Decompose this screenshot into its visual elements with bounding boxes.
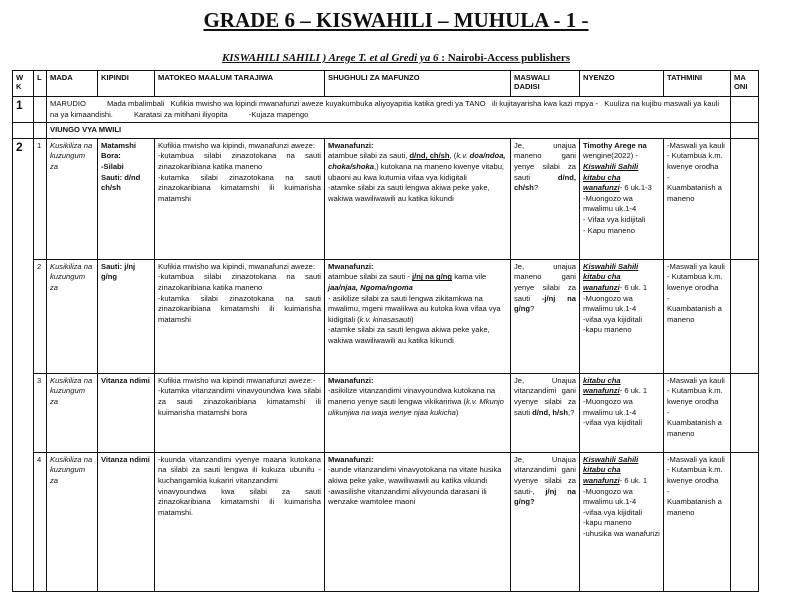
maswali-cell — [511, 373, 580, 452]
text-run: d/nd, h/sh — [532, 407, 569, 417]
tathmini-cell — [664, 373, 731, 452]
text-run: -Muongozo wa mwalimu uk.1-4 — [583, 193, 637, 214]
text-line — [667, 455, 727, 466]
text-line — [667, 272, 727, 293]
text-line — [328, 183, 507, 204]
text-line — [667, 376, 727, 387]
tathmini-cell — [664, 452, 731, 591]
maswali-cell — [511, 259, 580, 373]
shughuli-cell — [325, 138, 511, 259]
text-run: -Silabi — [101, 161, 124, 171]
text-line — [583, 215, 660, 226]
mada-cell — [47, 259, 98, 373]
text-line — [158, 151, 321, 172]
header-matokeo: MATOKEO MAALUM TARAJIWA — [155, 71, 325, 97]
text-line — [667, 173, 727, 184]
kipindi-cell — [98, 138, 155, 259]
text-run: -Maswali ya kauli — [667, 140, 725, 150]
text-run: - 6 uk. 1 — [619, 282, 648, 292]
text-line — [514, 376, 576, 418]
text-line — [158, 173, 321, 205]
text-line — [583, 418, 660, 429]
maoni-cell — [731, 138, 759, 259]
lesson-number: 2 — [34, 259, 47, 373]
lesson-cell — [34, 97, 47, 123]
text-run: Kusikiliza na kuzungum za — [50, 454, 93, 485]
text-run: Kusikiliza na kuzungum za — [50, 261, 93, 292]
text-run: -Muongozo wa mwalimu uk.1-4 — [583, 293, 637, 314]
lesson-row — [13, 373, 759, 452]
text-line — [583, 397, 660, 418]
text-line — [50, 262, 94, 294]
text-run: - — [667, 172, 670, 182]
section-label: VIUNGO VYA MWILI — [47, 123, 731, 139]
text-line — [514, 262, 576, 315]
maswali-cell — [511, 138, 580, 259]
text-run: Kufikia mwisho wa kipindi, mwanafunzi aweze: — [158, 261, 316, 271]
text-run: Matamshi Bora: — [101, 140, 137, 161]
nyenzo-cell — [580, 259, 664, 373]
text-run: ,) kutokana na maneno kwenye vitabu, ubaoni au kwa kutumia vifaa vya kidigitali — [328, 161, 505, 182]
tathmini-cell — [664, 259, 731, 373]
text-line — [158, 487, 321, 519]
text-run: Je, unajua maneno gani yenye silabi za sauti — [514, 140, 576, 182]
section-row — [13, 123, 759, 139]
header-maoni: MA ONI — [731, 71, 759, 97]
text-line — [328, 294, 507, 326]
text-run: Timothy Arege na — [583, 140, 647, 150]
nyenzo-cell — [580, 138, 664, 259]
text-run: Kuambatanish a maneno — [667, 304, 722, 324]
lesson-row — [13, 138, 759, 259]
text-run: -atamke silabi za sauti lengwa akiwa peke yake, wakiwa wawiliwawili au katika kikundi — [328, 325, 490, 345]
text-run: - — [667, 293, 670, 303]
text-run: k.v. Mkunjo ulikunjwa na waja wenye njaa kukicha — [328, 396, 504, 417]
text-run: - 6 uk. 1 — [619, 475, 648, 485]
text-line — [514, 141, 576, 194]
text-line — [583, 508, 660, 519]
text-run: - asikilize silabi za sauti lengwa zikitamkwa na mwalimu, mgeni mwalikwa au kutoka kwa vifaa vya kidigitali ( — [328, 293, 501, 324]
text-run: -vifaa vya kijiditali — [583, 507, 643, 517]
text-line — [328, 465, 507, 486]
text-run: Kusikiliza na kuzungum za — [50, 375, 93, 406]
text-run: atambue silabi za sauti, — [328, 151, 410, 161]
shughuli-cell — [325, 452, 511, 591]
text-run: Sauti: d/nd ch/sh — [101, 172, 141, 193]
text-line — [583, 315, 660, 326]
text-line — [583, 529, 660, 540]
lesson-row — [13, 452, 759, 591]
text-line — [667, 294, 727, 305]
maoni-cell — [731, 452, 759, 591]
text-line — [101, 262, 151, 283]
text-run: - — [667, 486, 670, 496]
text-run: -kutamka vitanzandimi vinavyoundwa kwa silabi za sauti zinazokaribiana kimatamshi ili kuimarisha matamshi bora — [158, 386, 321, 417]
text-run: Je, Unajua vitanzandimi gani vyenye silabi za sauti-, — [514, 454, 576, 496]
text-run: Kufikia mwisho wa kipindi, mwanafunzi aweze: — [158, 140, 316, 150]
text-line — [583, 376, 660, 397]
text-line — [328, 272, 507, 293]
text-run: -uhusika wa wanafunzi — [583, 528, 660, 538]
text-run: -Maswali ya kauli — [667, 454, 725, 464]
text-line — [328, 141, 507, 152]
header-nyenzo: NYENZO — [580, 71, 664, 97]
text-run: d/nd, ch/sh — [409, 151, 450, 161]
text-line — [158, 376, 321, 387]
text-run: -awasilishe vitanzandimi alivyounda darasani ili wenzake wamtolee maoni — [328, 486, 487, 507]
text-run: -kutamka silabi zinazotokana na sauti zinazokaribiana kimatamshi ili kuimarisha matamshi — [158, 293, 321, 324]
text-line — [101, 173, 151, 194]
text-run: -kutamka silabi zinazotokana na sauti zinazokaribiana kimatamshi ili kuimarisha matamshi — [158, 172, 321, 203]
lesson-number: 1 — [34, 138, 47, 259]
text-line — [328, 376, 507, 387]
header-kipindi: KIPINDI — [98, 71, 155, 97]
scheme-of-work-table — [12, 70, 759, 592]
text-line — [583, 487, 660, 508]
text-run: -Muongozo wa mwalimu uk.1-4 — [583, 486, 637, 507]
text-line — [667, 386, 727, 407]
text-line — [50, 141, 94, 173]
text-line — [328, 455, 507, 466]
text-run: Kuambatanish a maneno — [667, 183, 722, 203]
kipindi-cell — [98, 373, 155, 452]
text-run: - Kutambua k.m. kwenye orodha — [667, 386, 723, 406]
text-line — [50, 376, 94, 408]
text-run: -kutambua silabi zinazotokana na sauti zinazokaribiana katika maneno — [158, 151, 321, 171]
text-line — [583, 518, 660, 529]
text-run: Kiswahili Sahili kitabu cha wanafunzi — [583, 261, 639, 292]
text-run: Mwanafunzi: — [328, 375, 374, 385]
text-line — [514, 455, 576, 508]
text-line — [158, 262, 321, 273]
text-run: k.v. — [456, 151, 470, 161]
text-line — [158, 272, 321, 293]
mada-cell — [47, 452, 98, 591]
text-run: -vifaa vya kijiditali — [583, 418, 643, 428]
text-run: atambue silabi za sauti - — [328, 272, 412, 282]
publisher: : Nairobi-Access publishers — [438, 52, 571, 64]
text-run: Mwanafunzi: — [328, 261, 374, 271]
text-line — [667, 304, 727, 325]
nyenzo-cell — [580, 373, 664, 452]
text-run: ,? — [568, 407, 575, 417]
lesson-number: 4 — [34, 452, 47, 591]
text-line — [101, 455, 151, 466]
text-line — [158, 294, 321, 326]
shughuli-cell — [325, 259, 511, 373]
header-tathmini: TATHMINI — [664, 71, 731, 97]
text-line — [328, 262, 507, 273]
text-line — [667, 183, 727, 204]
text-run: -Maswali ya kauli — [667, 375, 725, 385]
week-number: 2 — [13, 138, 34, 591]
text-run: kitabu cha wanafunzi — [583, 375, 621, 396]
text-line — [583, 194, 660, 215]
text-line — [667, 141, 727, 152]
text-run: - Kapu maneno — [583, 225, 635, 235]
text-run: Sauti: j/nj g/ng — [101, 261, 136, 282]
text-line — [583, 262, 660, 294]
header-shughuli: SHUGHULI ZA MAFUNZO — [325, 71, 511, 97]
maoni-cell — [731, 373, 759, 452]
text-line — [583, 141, 660, 194]
revision-row — [13, 97, 759, 123]
document-subtitle — [0, 52, 792, 64]
text-run: -Maswali ya kauli — [667, 261, 725, 271]
text-run: -asikilize vitanzandimi vinavyoundwa kutokana na maneno yenye sauti lengwa vikikaririwa ( — [328, 386, 496, 406]
text-line — [667, 465, 727, 486]
header-row — [13, 71, 759, 97]
text-run: Kufikia mwisho wa kipindi mwanafunzi aweze:- — [158, 375, 316, 385]
text-run: j/nj na g/ng? — [514, 486, 576, 507]
text-run: -Muongozo wa mwalimu uk.1-4 — [583, 396, 637, 417]
text-run: -atamke silabi za sauti lengwa akiwa peke yake, wakiwa wawiliwawili au katika kikundi — [328, 183, 490, 203]
text-run: Kiswahili Sahili kitabu cha wanafunzi — [583, 454, 639, 485]
text-run: - — [667, 407, 670, 417]
lesson-row — [13, 259, 759, 373]
text-run: , ( — [449, 151, 457, 161]
text-run: Kiswahili Sahili kitabu cha wanafunzi — [583, 161, 639, 193]
text-run: ? — [533, 183, 539, 193]
text-run: Je, Unajua vitanzandimi gani vyenye silabi za sauti — [514, 375, 576, 417]
text-line — [328, 386, 507, 418]
text-run: - 6 uk. 1 — [619, 386, 648, 396]
text-run: k.v. kinasasauti — [359, 314, 412, 324]
lesson-number: 3 — [34, 373, 47, 452]
text-run: -j/nj na g/ng — [514, 293, 576, 314]
text-line — [667, 408, 727, 419]
text-line — [667, 418, 727, 439]
text-run: Mwanafunzi: — [328, 454, 374, 464]
text-line — [158, 386, 321, 418]
text-line — [158, 141, 321, 152]
text-run: vinavyoundwa kwa silabi za sauti zinazokaribiana kimatamshi ili kuimarisha matamshi. — [158, 486, 321, 517]
text-run: doa/ndoa, choka/shoka — [328, 151, 506, 171]
text-line — [667, 497, 727, 518]
tathmini-cell — [664, 138, 731, 259]
text-line — [667, 487, 727, 498]
text-run: wengine(2022) - — [583, 151, 638, 161]
text-line — [158, 455, 321, 487]
text-run: d/nd, ch/sh — [514, 172, 576, 193]
header-maswali: MASWALI DADISI — [511, 71, 580, 97]
header-l: L — [34, 71, 47, 97]
text-run: - Kutambua k.m. kwenye orodha — [667, 151, 723, 171]
text-run: - Vifaa vya kidijitali — [583, 214, 646, 224]
text-run: - 6 uk.1-3 — [619, 183, 652, 193]
text-line — [583, 455, 660, 487]
text-run: -kapu maneno — [583, 325, 632, 335]
nyenzo-cell — [580, 452, 664, 591]
maswali-cell — [511, 452, 580, 591]
lesson-cell — [34, 123, 47, 139]
text-run: -aunde vitanzandimi vinavyotokana na vitate husika akiwa peke yake, wawiliwawili au katika vikundi — [328, 465, 502, 485]
text-line — [328, 487, 507, 508]
text-line — [101, 162, 151, 173]
text-run: ? — [530, 304, 535, 314]
text-line — [583, 294, 660, 315]
text-run: Kusikiliza na kuzungum za — [50, 140, 93, 171]
document-title: GRADE 6 – KISWAHILI – MUHULA - 1 - — [203, 8, 589, 32]
mada-cell — [47, 373, 98, 452]
text-run: jaa/njaa, Ngoma/ngoma — [328, 282, 413, 292]
text-line — [101, 141, 151, 162]
kipindi-cell — [98, 452, 155, 591]
text-line — [50, 455, 94, 487]
text-run: Mwanafunzi: — [328, 140, 374, 150]
text-line — [328, 151, 507, 183]
matokeo-cell — [155, 138, 325, 259]
text-line — [328, 325, 507, 346]
matokeo-cell — [155, 452, 325, 591]
text-line — [583, 325, 660, 336]
text-run: -kutambua silabi zinazotokana na sauti zinazokaribiana katika maneno — [158, 272, 321, 292]
matokeo-cell — [155, 373, 325, 452]
header-wk: W K — [13, 71, 34, 97]
text-run: j/nj na g/ng — [412, 272, 453, 282]
text-run: - Kutambua k.m. kwenye orodha — [667, 465, 723, 485]
header-mada: MADA — [47, 71, 98, 97]
book-reference: KISWAHILI SAHILI ) Arege T. et al Gredi ya 6 — [221, 52, 439, 64]
text-run: kama vile — [452, 272, 487, 282]
text-run: Vitanza ndimi — [101, 375, 150, 385]
matokeo-cell — [155, 259, 325, 373]
text-run: -kuunda vitanzandimi vyenye maana kutokana na silabi za sauti lengwa ili kukuza ubunifu -kuchangamkia kukariri vitanzandimi — [158, 454, 321, 485]
text-run: Je, unajua maneno gani yenye silabi za sauti — [514, 261, 576, 303]
kipindi-cell — [98, 259, 155, 373]
text-line — [583, 226, 660, 237]
text-run: Vitanza ndimi — [101, 454, 150, 464]
text-run: -vifaa vya kijiditali — [583, 314, 643, 324]
maoni-cell — [731, 259, 759, 373]
text-run: ) — [455, 407, 459, 417]
text-run: - Kutambua k.m. kwenye orodha — [667, 272, 723, 292]
maoni-cell — [731, 97, 759, 123]
maoni-cell — [731, 123, 759, 139]
shughuli-cell — [325, 373, 511, 452]
text-run: Kuambatanish a maneno — [667, 497, 722, 517]
text-line — [667, 262, 727, 273]
week-number: 1 — [13, 97, 34, 123]
text-run: Kuambatanish a maneno — [667, 418, 722, 438]
text-run: ) — [411, 314, 414, 324]
mada-cell — [47, 138, 98, 259]
week-cell — [13, 123, 34, 139]
text-run: -kapu maneno — [583, 518, 632, 528]
text-line — [667, 151, 727, 172]
revision-text: MARUDIO Mada mbalimbali Kufikia mwisho wa kipindi mwanafunzi aweze kuyakumbuka aliyoyapitia katika gredi ya TANO ili kujitayarisha kwa kazi mpya - Kuuliza na kujibu maswali ya kauli na ya kimaandishi. Karatasi za mitihani iliyopita -Kujaza mapengo — [47, 97, 731, 123]
text-line — [101, 376, 151, 387]
